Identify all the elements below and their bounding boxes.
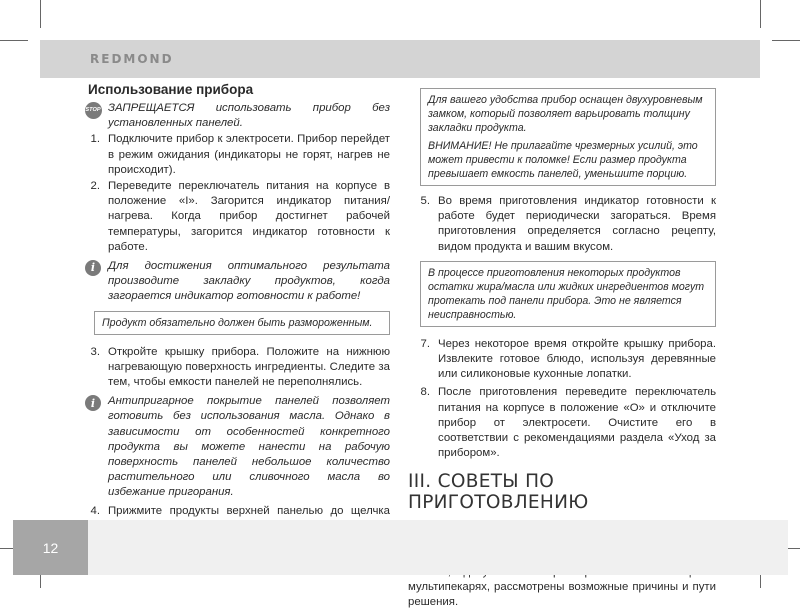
note-text: Для достижения оптимального результата производите закладку продуктов, когда загорается индикатор готовности к работе! — [108, 260, 390, 303]
step-text: После приготовления переведите переключатель питания на корпусе в положение «O» и отключите прибор от электросети. Очистите его в соответствии с рекомендациями раздела «Уход за прибором». — [438, 386, 716, 460]
step-text: Подключите прибор к электросети. Прибор перейдет в режим ожидания (индикаторы не горят, нагрев не происходит). — [108, 133, 390, 176]
step-text: Прижмите продукты верхней панелью до щелчка — [108, 504, 390, 517]
step-number: 1. — [90, 133, 100, 146]
footer-bar — [13, 520, 788, 575]
list-item — [78, 345, 390, 391]
note-text: Для вашего удобства прибор оснащен двухуровневым замком, который позволяет варьировать толщину закладки продукта. — [428, 94, 703, 134]
crop-mark — [0, 40, 28, 41]
intro-paragraph: мультипекарях, рассмотрены возможные причины и пути решения. — [408, 580, 716, 609]
stop-warning — [78, 101, 390, 131]
section-title: Использование прибора — [88, 82, 254, 97]
step-number: 2. — [90, 180, 100, 193]
note-text: ВНИМАНИЕ! Не прилагайте чрезмерных усилий, это может привести к поломке! Если размер продукта превышает емкость панелей, уменьшите порцию. — [428, 140, 698, 180]
info-icon: i — [85, 395, 101, 411]
info-note — [78, 394, 390, 500]
warning-text: ЗАПРЕЩАЕТСЯ использовать прибор без установленных панелей. — [108, 102, 390, 130]
step-text: Переведите переключатель питания на корпусе в положение «I». Загорится индикатор питания/нагрева. Когда прибор достигнет рабочей температуры, загорится индикатор готовности к работе. — [108, 180, 390, 253]
page-number: 12 — [13, 520, 88, 575]
step-number: 3. — [90, 345, 100, 358]
note-box: Продукт обязательно должен быть размороженным. — [94, 311, 390, 335]
step-text: Через некоторое время откройте крышку прибора. Извлеките готовое блюдо, используя деревянные или силиконовые кухонные лопатки. — [438, 337, 716, 381]
list-item — [78, 132, 390, 178]
step-number: 8. — [420, 386, 430, 399]
left-column — [78, 82, 390, 534]
brand-logo: REDMOND — [90, 52, 174, 66]
note-box: В процессе приготовления некоторых продуктов остатки жира/масла или жидких ингредиентов могут протекать под панели прибора. Это не является неисправностью. — [420, 261, 716, 327]
list-item — [408, 337, 716, 383]
crop-mark — [760, 0, 761, 28]
crop-mark — [772, 40, 800, 41]
list-item — [78, 179, 390, 255]
step-text: Во время приготовления индикатор готовности к работе будет периодически загораться. Время приготовления определяется согласно рецепту, видом продукта и вашим вкусом. — [438, 195, 716, 253]
stop-icon: STOP — [85, 102, 102, 119]
list-item — [408, 385, 716, 461]
step-number: 5. — [420, 195, 430, 207]
info-note — [78, 259, 390, 305]
info-icon: i — [85, 260, 101, 276]
crop-mark — [40, 0, 41, 28]
step-number: 7. — [420, 337, 430, 350]
note-box — [420, 88, 716, 186]
step-number: 4. — [90, 504, 100, 517]
section-heading: III. СОВЕТЫ ПО ПРИГОТОВЛЕНИЮ — [408, 471, 589, 514]
step-text: Откройте крышку прибора. Положите на нижнюю нагревающую поверхность ингредиенты. Следите за тем, чтобы емкости панелей не переполнялись. — [108, 345, 390, 389]
note-text: Антипригарное покрытие панелей позволяет готовить без использования масла. Однако в зависимости от особенностей конкретного продукта вы можете нанести на рабочую поверхность панелей небольшое количество растительного или сливочного масла во избежание пригорания. — [108, 395, 390, 499]
list-item — [408, 194, 716, 255]
